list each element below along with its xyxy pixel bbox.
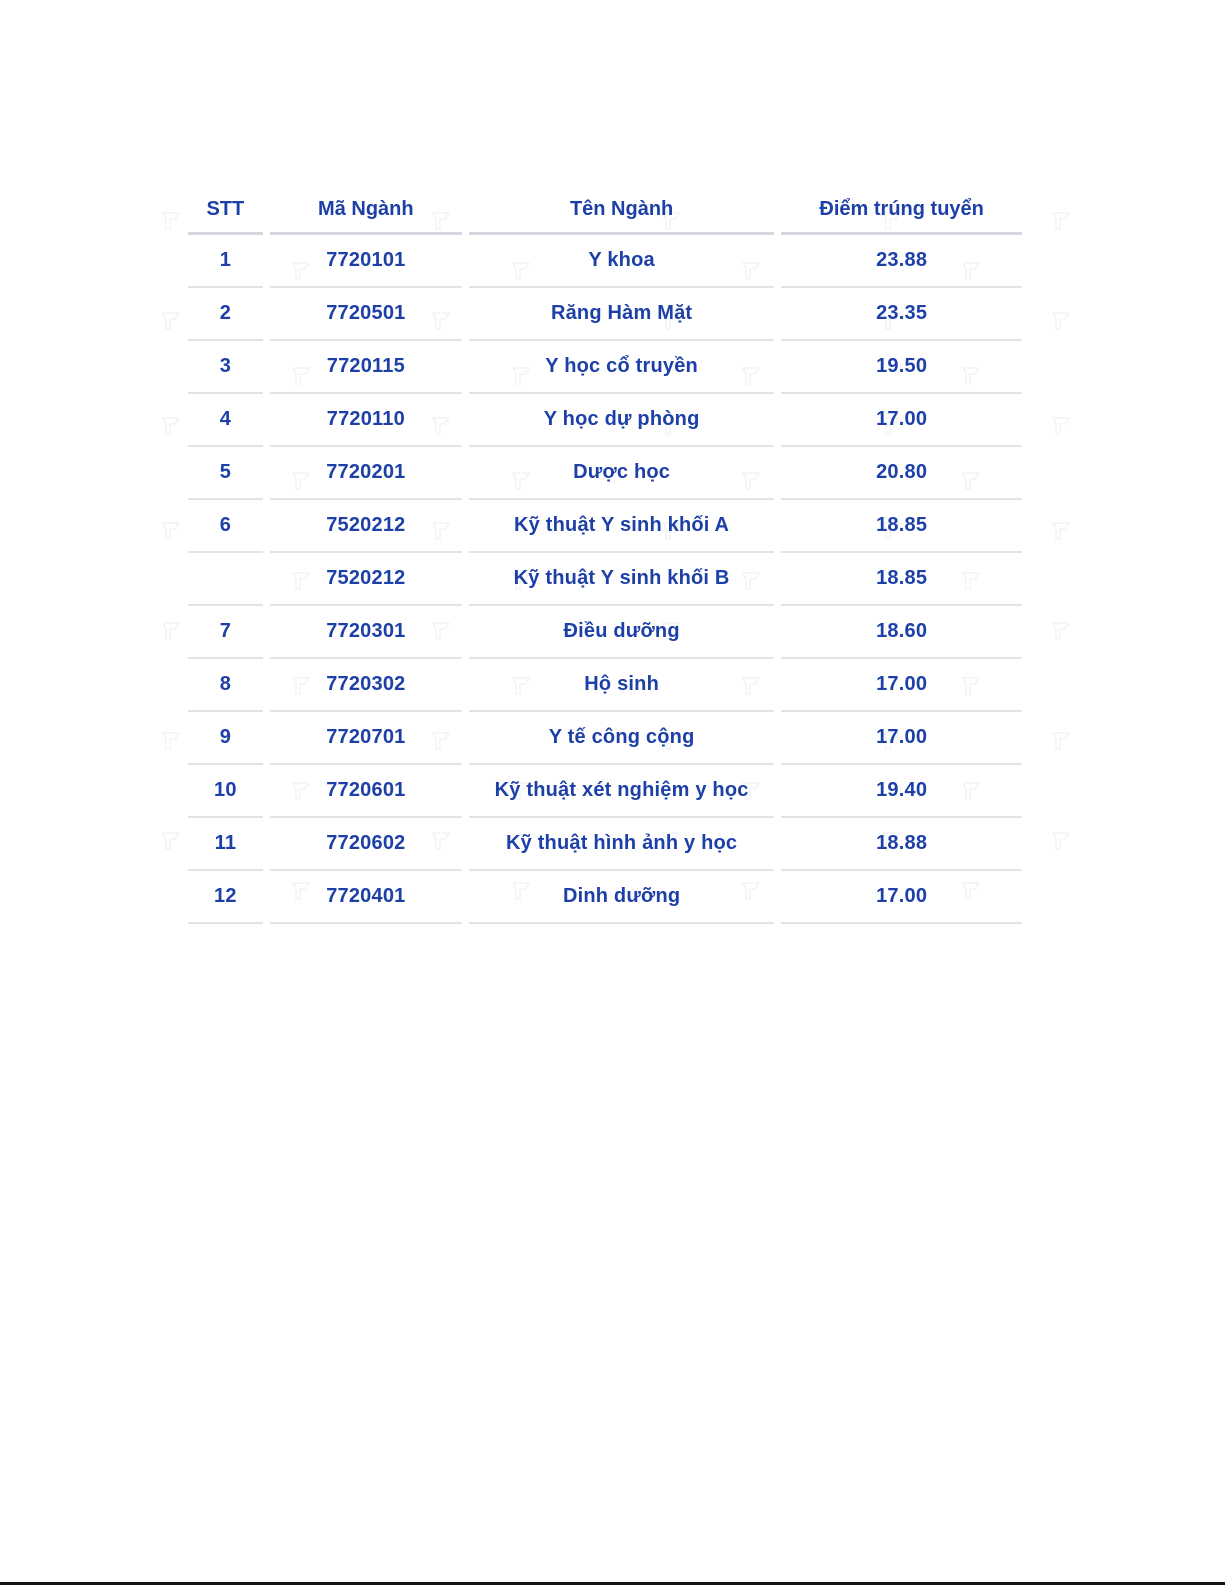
cell-admission-score: 18.85	[781, 500, 1022, 553]
cell-major-name: Kỹ thuật hình ảnh y học	[469, 818, 774, 871]
cell-major-name: Điều dưỡng	[469, 606, 774, 659]
cell-stt: 6	[188, 500, 263, 553]
cell-major-code: 7720110	[270, 394, 462, 447]
cell-major-code: 7720301	[270, 606, 462, 659]
table-row	[188, 235, 1022, 288]
cell-major-code: 7720101	[270, 235, 462, 288]
cell-major-name: Dinh dưỡng	[469, 871, 774, 924]
cell-stt: 10	[188, 765, 263, 818]
table-body	[188, 235, 1022, 924]
table-row	[188, 765, 1022, 818]
cell-major-name: Răng Hàm Mặt	[469, 288, 774, 341]
cell-major-code: 7720501	[270, 288, 462, 341]
cell-admission-score: 18.88	[781, 818, 1022, 871]
cell-major-name: Dược học	[469, 447, 774, 500]
table-row	[188, 818, 1022, 871]
cell-stt: 8	[188, 659, 263, 712]
cell-major-name: Y học cổ truyền	[469, 341, 774, 394]
cell-stt: 9	[188, 712, 263, 765]
logo-mark-icon	[1050, 830, 1072, 852]
cell-stt: 3	[188, 341, 263, 394]
cell-major-name: Y khoa	[469, 235, 774, 288]
cell-admission-score: 20.80	[781, 447, 1022, 500]
cell-major-code: 7520212	[270, 500, 462, 553]
cell-stt: 5	[188, 447, 263, 500]
admission-score-table	[181, 186, 1029, 924]
cell-major-code: 7720601	[270, 765, 462, 818]
table-row	[188, 447, 1022, 500]
cell-admission-score: 17.00	[781, 394, 1022, 447]
cell-admission-score: 18.60	[781, 606, 1022, 659]
table-row	[188, 553, 1022, 606]
table-row	[188, 341, 1022, 394]
cell-major-code: 7720602	[270, 818, 462, 871]
logo-mark-icon	[160, 210, 182, 232]
logo-mark-icon	[1050, 210, 1072, 232]
table-row	[188, 288, 1022, 341]
cell-stt: 7	[188, 606, 263, 659]
table-header-row	[188, 186, 1022, 235]
cell-major-code: 7520212	[270, 553, 462, 606]
cell-major-code: 7720115	[270, 341, 462, 394]
header-admission-score: Điểm trúng tuyển	[781, 186, 1022, 235]
cell-major-name: Hộ sinh	[469, 659, 774, 712]
header-major-code: Mã Ngành	[270, 186, 462, 235]
cell-major-name: Kỹ thuật Y sinh khối B	[469, 553, 774, 606]
table-row	[188, 394, 1022, 447]
cell-major-code: 7720701	[270, 712, 462, 765]
logo-mark-icon	[1050, 520, 1072, 542]
cell-stt: 2	[188, 288, 263, 341]
table-row	[188, 500, 1022, 553]
cell-major-name: Y tế công cộng	[469, 712, 774, 765]
logo-mark-icon	[160, 730, 182, 752]
cell-major-name: Kỹ thuật Y sinh khối A	[469, 500, 774, 553]
cell-admission-score: 17.00	[781, 659, 1022, 712]
table-row	[188, 712, 1022, 765]
header-major-name: Tên Ngành	[469, 186, 774, 235]
table-row	[188, 659, 1022, 712]
logo-mark-icon	[1050, 730, 1072, 752]
logo-mark-icon	[160, 310, 182, 332]
cell-admission-score: 19.40	[781, 765, 1022, 818]
cell-major-name: Kỹ thuật xét nghiệm y học	[469, 765, 774, 818]
logo-mark-icon	[160, 415, 182, 437]
cell-major-code: 7720302	[270, 659, 462, 712]
cell-major-name: Y học dự phòng	[469, 394, 774, 447]
cell-stt: 11	[188, 818, 263, 871]
cell-stt: 1	[188, 235, 263, 288]
logo-mark-icon	[160, 620, 182, 642]
cell-stt: 12	[188, 871, 263, 924]
cell-major-code: 7720201	[270, 447, 462, 500]
cell-stt: 4	[188, 394, 263, 447]
cell-admission-score: 18.85	[781, 553, 1022, 606]
table-row	[188, 606, 1022, 659]
cell-admission-score: 23.35	[781, 288, 1022, 341]
logo-mark-icon	[160, 830, 182, 852]
logo-mark-icon	[1050, 620, 1072, 642]
header-stt: STT	[188, 186, 263, 235]
cell-major-code: 7720401	[270, 871, 462, 924]
table-row	[188, 871, 1022, 924]
cell-admission-score: 23.88	[781, 235, 1022, 288]
cell-admission-score: 17.00	[781, 712, 1022, 765]
cell-admission-score: 19.50	[781, 341, 1022, 394]
logo-mark-icon	[1050, 415, 1072, 437]
logo-mark-icon	[160, 520, 182, 542]
cell-admission-score: 17.00	[781, 871, 1022, 924]
logo-mark-icon	[1050, 310, 1072, 332]
cell-stt	[188, 553, 263, 606]
